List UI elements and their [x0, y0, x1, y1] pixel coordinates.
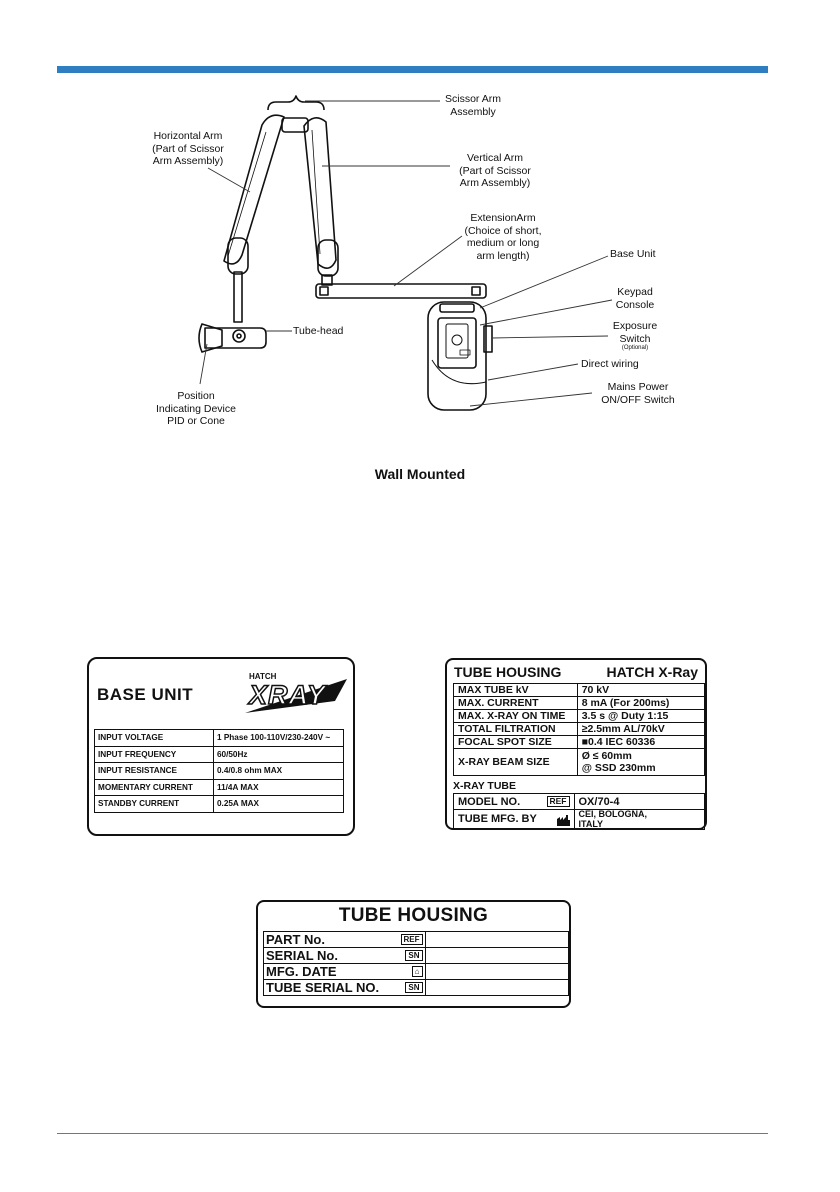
tube-housing-row-symbol: SN [405, 950, 422, 961]
xray-tube-table [453, 793, 705, 830]
tube-housing-row-key-text: PART No. [266, 932, 325, 947]
mfg-value-1: CEI, BOLOGNA, [578, 809, 648, 819]
tube-housing-row-symbol: REF [401, 934, 423, 945]
label-base-unit: Base Unit [610, 248, 656, 260]
tube-housing-row-value [425, 948, 568, 964]
model-key [454, 794, 575, 810]
vertical-line-2: (Part of Scissor [459, 164, 531, 177]
tube-housing-row-key [264, 980, 426, 996]
scissor-brace [268, 96, 324, 110]
tube-housing-row [264, 948, 569, 964]
mfg-row [454, 810, 705, 830]
spec-row [454, 736, 705, 749]
base-unit-row [95, 796, 344, 813]
base-unit-row-value: 60/50Hz [214, 746, 344, 763]
beam-value-1: Ø ≤ 60mm [581, 750, 632, 762]
label-keypad-console [605, 286, 665, 311]
base-unit-row [95, 730, 344, 747]
keypad-console [438, 318, 476, 368]
base-unit-table [94, 729, 344, 813]
ref-symbol: REF [547, 796, 570, 807]
spec-row [454, 710, 705, 723]
label-exposure-switch [605, 320, 665, 352]
label-horizontal-arm [142, 130, 234, 168]
tube-housing-label [256, 900, 571, 1008]
spec-row-value: 8 mA (For 200ms) [577, 697, 704, 710]
diagram-caption: Wall Mounted [374, 466, 466, 482]
base-unit-row [95, 779, 344, 796]
model-value: OX/70-4 [574, 794, 705, 810]
tube-housing-row-value [425, 932, 568, 948]
label-scissor-arm [438, 93, 508, 118]
base-unit-row-key: MOMENTARY CURRENT [95, 779, 214, 796]
manufacturer-icon [557, 815, 570, 826]
extension-line-2: (Choice of short, [464, 224, 542, 237]
base-unit-title: BASE UNIT [97, 685, 194, 704]
label-tube-head: Tube-head [293, 325, 344, 337]
beam-size-value [577, 749, 704, 776]
wall-mounted-xray-diagram [0, 0, 840, 470]
spec-row-key: FOCAL SPOT SIZE [454, 736, 578, 749]
label-direct-wiring: Direct wiring [581, 358, 639, 370]
logo-small-text: HATCH [249, 672, 277, 681]
exposure-line-1: Exposure [612, 320, 658, 332]
base-unit-label [87, 657, 355, 836]
mfg-value [574, 810, 705, 830]
base-unit-row-key: INPUT VOLTAGE [95, 730, 214, 747]
vertical-line-3: Arm Assembly) [459, 177, 531, 189]
bottom-rule [57, 1133, 768, 1134]
tube-housing-row-value [425, 964, 568, 980]
scissor-line-1: Scissor Arm [444, 93, 501, 105]
label-vertical-arm [450, 152, 540, 190]
tube-housing-row-symbol: SN [405, 982, 422, 993]
spec-table [453, 683, 705, 776]
spec-row-value: 3.5 s @ Duty 1:15 [577, 710, 704, 723]
tube-spec-label [445, 658, 707, 830]
xray-tube-subheading: X-RAY TUBE [453, 780, 517, 792]
exposure-line-2: Switch [619, 332, 651, 345]
spec-row-value: ≥2.5mm AL/70kV [577, 723, 704, 736]
beam-size-row [454, 749, 705, 776]
spec-row [454, 684, 705, 697]
label-pid [146, 390, 246, 428]
keypad-line-2: Console [615, 298, 655, 311]
tube-housing-row [264, 932, 569, 948]
tube-housing-title: TUBE HOUSING [338, 905, 489, 926]
tube-housing-row-key [264, 964, 426, 980]
horizontal-line-3: Arm Assembly) [152, 155, 224, 167]
tube-housing-table [263, 931, 569, 996]
extension-arm [316, 284, 486, 298]
extension-line-4: arm length) [476, 249, 530, 262]
horizontal-line-2: (Part of Scissor [152, 142, 224, 155]
spec-row-key: MAX. X-RAY ON TIME [454, 710, 578, 723]
base-unit-row [95, 763, 344, 780]
pid-line-1: Position [177, 390, 215, 402]
mains-line-1: Mains Power [607, 381, 669, 393]
spec-row-key: MAX. CURRENT [454, 697, 578, 710]
exposure-optional: (Optional) [621, 345, 649, 351]
spec-row [454, 723, 705, 736]
tube-housing-row-key [264, 948, 426, 964]
model-row [454, 794, 705, 810]
mains-line-2: ON/OFF Switch [601, 393, 675, 406]
label-extension-arm [458, 212, 548, 262]
keypad-line-1: Keypad [617, 286, 653, 298]
label-mains-power [594, 381, 682, 406]
horizontal-line-1: Horizontal Arm [153, 130, 223, 142]
base-unit-row [95, 746, 344, 763]
base-unit-row-value: 1 Phase 100-110V/230-240V ~ [214, 730, 344, 747]
tube-housing-row-key-text: SERIAL No. [266, 948, 338, 963]
spec-row-key: MAX TUBE kV [454, 684, 578, 697]
extension-line-1: ExtensionArm [470, 212, 536, 224]
base-unit-row-value: 0.25A MAX [214, 796, 344, 813]
spec-row [454, 697, 705, 710]
base-unit-row-key: INPUT RESISTANCE [95, 763, 214, 780]
spec-title-left: TUBE HOUSING [454, 664, 562, 680]
spec-row-key: TOTAL FILTRATION [454, 723, 578, 736]
tube-housing-row-key-text: TUBE SERIAL NO. [266, 980, 380, 995]
tube-housing-row-key [264, 932, 426, 948]
base-unit-row-key: STANDBY CURRENT [95, 796, 214, 813]
vertical-arm [304, 118, 336, 268]
extension-line-3: medium or long [466, 237, 540, 249]
base-unit-row-value: 11/4A MAX [214, 779, 344, 796]
spec-row-value: ■0.4 IEC 60336 [577, 736, 704, 749]
pid-line-2: Indicating Device [156, 402, 236, 415]
spec-row-value: 70 kV [577, 684, 704, 697]
spec-title-right: HATCH X-Ray [606, 664, 698, 680]
base-unit-row-value: 0.4/0.8 ohm MAX [214, 763, 344, 780]
beam-value-2: @ SSD 230mm [581, 762, 656, 774]
beam-size-key: X-RAY BEAM SIZE [454, 749, 578, 776]
scissor-line-2: Assembly [450, 105, 496, 118]
tube-housing-row [264, 980, 569, 996]
pid-line-3: PID or Cone [167, 415, 225, 427]
tube-housing-row-symbol: ⌂ [412, 966, 423, 977]
tube-housing-row-key-text: MFG. DATE [266, 964, 337, 979]
model-key-text: MODEL NO. [458, 795, 521, 808]
base-unit-row-key: INPUT FREQUENCY [95, 746, 214, 763]
tube-housing-row [264, 964, 569, 980]
tube-housing-row-value [425, 980, 568, 996]
logo-big-text: XRAY [249, 680, 327, 710]
hatch-xray-logo [235, 667, 353, 719]
mfg-key-text: TUBE MFG. BY [458, 813, 537, 825]
mfg-key [454, 810, 575, 830]
vertical-line-1: Vertical Arm [466, 152, 524, 164]
mfg-value-2: ITALY [578, 818, 604, 829]
